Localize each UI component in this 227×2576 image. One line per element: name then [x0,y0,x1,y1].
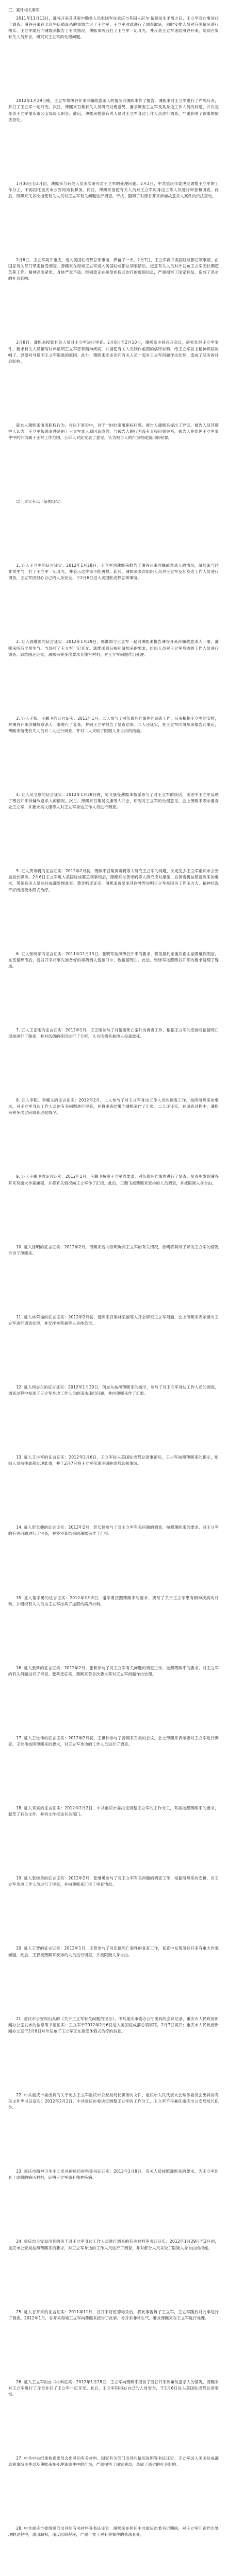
paragraph: 2012年1月29日晚，王立军将薄谷开来涉嫌故意杀人的情况向薄熙来作了报告，薄熙来对王立军进行了严厉斥责，并打了王立军一记耳光。次日，薄熙来召集有关人员研究处理意见，要求调查王立军及其身边工作人员的问题，并决定免去王立军重庆市公安局局长职务。此后，薄熙来授意有关人员对王立军身边工作人员进行调查，严重影响了该案的依法查处。 [8,98,219,122]
paragraph: 17. 证人王世伟的证言证实：2012年2月初，王世伟参与了薄熙来召集的会议，会上薄熙来表示要对王立军进行调查，王世伟按照薄熙来的要求，对王立军身边的工作人员进行了调查。 [8,1735,219,1747]
paragraph: 11. 证人林荣福的证言证实：2012年2月初，薄熙来召集林荣福等人开会研究王立军问题，会上薄熙来表示要对王立军进行调查处理，并安排林荣福等人具体负责。 [8,1314,219,1326]
paragraph: 8. 证人李阳、李耀义的证言证实：2012年2月，二人参与了对王立军身边工作人员的调查工作，按照薄熙来的要求，对王立军身边工作人员的有关问题进行审查，并将审查结果向薄熙来作了汇报。二人还证实，在调查过程中，薄熙来曾多次过问调查进展情况。 [8,1098,219,1115]
paragraph-list [8,15,219,2576]
paragraph: 16. 证人张耕的证言证实：2012年2月，张耕参与了对王立军有关问题的调查工作，按照薄熙来的要求，对王立军的有关问题进行了审查。张耕还证实，薄熙来曾多次要求其对王立军问题作出处理。 [8,1665,219,1676]
paragraph: 20. 证人王智的证言证实：2012年1月，王智参与了对伍德死亡案件的复查工作，复查中发现薄谷开来有重大作案嫌疑。此后，王智被薄熙来安排的人员进行调查，并被限制人身自由。 [8,1946,219,1957]
paragraph: 5. 证人黄奇帆的证言证实：2012年2月初，薄熙来召集黄奇帆等人研究王立军的问题，决定免去王立军重庆市公安局局长职务。2月6日王立军进入美国驻成都总领事馆后，薄熙来与黄奇帆等人研究应对措施，后黄奇帆按照薄熙来的要求，带领有关人员前往成都处理此事。黄奇帆还证实，薄熙来曾要求其向外界说明王立军是因为工作压力大、精神状况不好而接受休假式治疗。 [8,869,219,892]
paragraph: 24. 重庆市公安局出具的关于对王立军身边工作人员进行调查的有关材料等书证证实：2012年1月29日至2月初，重庆市公安局按照薄熙来的要求，对王立军身边的工作人员进行了调查，并对部分人员采取了限制人身自由的措施。 [8,2239,219,2250]
paragraph: 2011年11月13日，薄谷开来及其家中勤务人员张晓军在重庆与英国人尼尔·伍德发生矛盾之后，王立军对此事进行了调查。薄谷开来在北京将伍德毒杀的事情告诉了王立军，王立军对此进行了调查取证，同时安排人员对有关情况进行核实。王立军随后向薄熙来报告了有关情况，薄熙来听后打了王立军一记耳光，并斥责王立军诬陷薄谷开来，随即召集有关人员开会，研究对王立军的处理问题。 [8,16,219,40]
paragraph: 12. 证人何志东的证言证实：2012年1月29日，何志东按照薄熙来的指示，参与了对王立军身边工作人员的调查，调查过程中发现了王立军身边工作人员的违法违纪问题，并向薄熙来作了汇报。 [8,1384,219,1396]
paragraph: 10. 证人徐明的证言证实：2012年2月，薄熙来曾向徐明询问王立军的有关情况，徐明将其所了解的王立军的情况告诉了薄熙来。 [8,1244,219,1256]
paragraph: 2月8日，薄熙来授意有关人员对王立军进行审查。2月8日至2月10日，薄熙来主持召开会议，研究处理王立军事件，要求有关人员撰写材料证明王立军患有精神疾病，并指使有关人员制作虚假的病历材料，给王立军扣上精神疾病的帽子，以便对外说明王立军叛逃的原因。此外，薄熙来还多次同有关人员一起对王立军问题作出处理，造成了恶劣的社会影响。 [8,340,219,364]
paragraph: 6. 证人张晓军的证言证实：2011年11月13日，张晓军按照薄谷开来的要求，将伍德约至重庆南山丽景度假酒店，在伍德醉酒后，薄谷开来将事先准备好的毒药倒入伍德口中，致伍德死亡。此后，张晓军按照薄谷开来的要求清理了现场。 [8,951,219,969]
paragraph: 21. 重庆市公安局出具的《关于王立军有关问题的报告》、中共重庆市委办公厅出具的会议记录、重庆市人民政府新闻办公室发布的信息等书证证实：王立军于2012年2月6日进入美国驻成都总领事馆，2月7日离开；重庆市人民政府新闻办公室于2月8日对外发布了王立军正在接受休假式治疗的信息。 [8,2016,219,2033]
paragraph: 7. 证人王正刚的证言证实：2012年1月，王正刚参与了对伍德死亡案件的调查工作，根据王立军的安排对伍德死亡现场进行了勘查，并对伍德的死因进行了分析，认为伍德系被他人投毒致死。 [8,1027,219,1039]
paragraph: 14. 证人彭长健的证言证实：2012年2月，彭长健参与了对王立军有关问题的调查，按照薄熙来的要求，对王立军的有关问题进行了审查，并将审查结果向薄熙来作了汇报。 [8,1525,219,1536]
paragraph: 就本人薄熙来滥用职权行为，在以下事实中，对于一时的滥用职权问题，被告人薄熙来提出了异议。被告人及其辩护人认为，王立军叛逃事件是由于王立军本人原因造成的，与被告人的行为没有直接因果关系，被告人在处理王立军事件中的行为属于正常工作范围。公诉人对此发表了意见，认为被告人的行为构成滥用职权罪。 [8,422,219,440]
paragraph: 2. 证人郭维国的证言证实：2012年1月29日，郭维国与王立军一起向薄熙来报告薄谷开来涉嫌故意杀人一事，薄熙来听后非常生气，当场打了王立军一记耳光。郭维国随后按照薄熙来的要求，组织人员对王立军身边的工作人员进行调查。郭维国还证实，薄熙来曾多次要求其撰写材料，对王立军问题作出处理。 [8,639,219,657]
paragraph: 1月30日至2月初，薄熙来与有关人员多次研究对王立军的处理问题。2月2日，中共重庆市委决定调整王立军的工作分工，不再担任重庆市公安局局长职务。同日，薄熙来指使有关人员对王立军的身边工作人员进行审查和调查。此后，薄熙来又多次指使有关人员对王立军有关问题进行调查，干扰、阻碍了对薄谷开来涉嫌故意杀人案件的依法查处。 [8,181,219,198]
paragraph: 13. 证人王小军的证言证实：2012年2月6日，王立军进入美国驻成都总领事馆后，王小军按照薄熙来的指示，组织人员前往成都处理此事，并于2月7日将王立军带离美国驻成都总领事馆。 [8,1455,219,1466]
paragraph: 25. 证人谷开来的证言证实：2011年11月，谷开来将伍德毒杀后，将此事告诉了王立军，王立军随后对此事进行了调查。2012年1月，谷开来得知王立军向薄熙来报告了此事，谷开来非常生气，要求薄熙来对王立军进行处理。 [8,2309,219,2320]
paragraph: 18. 证人邓斌的证言证实：2012年2月2日，中共重庆市委决定调整王立军的工作分工，邓斌按照薄熙来的要求，起草了有关文件，并将文件报送有关部门。 [8,1806,219,1817]
paragraph: 23. 重庆市精神卫生中心出具的病历材料等书证证实：2012年2月8日，有关人员按照薄熙来的要求，为王立军出具了虚假的病历材料，证明王立军患有精神疾病。 [8,2169,219,2180]
paragraph: 2月6日，王立军离开重庆，进入美国驻成都总领事馆，滞留了一天。2月7日，王立军离开美国驻成都总领事馆，由国家有关部门带走接受调查。薄熙来在得知王立军进入美国驻成都总领事馆后，授意有关人员对外发布王立军因长期超负荷工作、精神高度紧张、身体严重不适，经同意正在接受休假式治疗的虚假信息，严重损害了国家利益，造成了恶劣的社会影响。 [8,258,219,281]
paragraph: 4. 证人吴文康的证言证实：2012年1月28日晚，吴文康受薄熙来指派参与了对王立军的谈话，谈话中王立军反映了薄谷开来涉嫌故意杀人的情况。次日，薄熙来召集吴文康等人开会，研究对王立军的处理意见，会上薄熙来表示要查处王立军，并要求吴文康等人对王立军身边工作人员进行调查。 [8,792,219,810]
paragraph: 9. 证人王鹏飞的证言证实：2012年1月，王鹏飞按照王立军的要求，对伍德死亡案件进行了复查，复查中发现薄谷开来有重大作案嫌疑，并将有关情况向王立军作了汇报。此后，王鹏飞被薄熙来安排的人员调查，并被限制人身自由。 [8,1174,219,1185]
paragraph: 以上事实有以下证据证实： [16,499,64,504]
paragraph: 27. 中共中央纪律检查委员会出具的有关材料、国家有关部门出具的情况说明等书证证实：王立军进入美国驻成都总领事馆事件以及薄熙来在处理该事件中的行为，严重损害了国家利益，造成了恶劣的社会影响。 [8,2456,219,2467]
paragraph: 1. 证人王立军的证言证实：2012年1月28日，王立军向薄熙来报告了薄谷开来涉嫌故意杀人的情况，薄熙来当时非常生气，打了王立军一记耳光，并表示这件事不能再提。此后，薄熙来多次组织人员对王立军及其身边工作人员进行调查，王立军因担心自己的人身安全，于2月6日进入美国驻成都总领事馆。 [8,563,219,581]
paragraph: 19. 证人张继勇的证言证实：2012年2月，张继勇参与了对王立军有关问题的调查工作，根据薄熙来的安排，对王立军身边工作人员进行了审查，并向薄熙来汇报了审查情况。 [8,1876,219,1887]
section-heading: 三、案件相关事实 [8,8,40,12]
paragraph: 22. 中共重庆市委出具的关于免去王立军重庆市公安局局长职务的文件、重庆市人民代表大会常务委员会出具的有关文件等书证证实：2012年2月2日，中共重庆市委决定调整王立军的工作分工，王立军不再兼任重庆市公安局局长职务。 [8,2092,219,2110]
paragraph: 28. 中共重庆市委组织部出具的有关材料等书证证实：薄熙来在担任中共重庆市委书记期间，对王立军问题作出处理的过程中，滥用职权，违反组织程序，严重干扰了对有关案件的依法查处。 [8,2526,219,2537]
paragraph: 3. 证人王智、王鹏飞的证言证实：2012年1月，二人参与了对伍德死亡案件的调查工作，后来根据王立军的安排，对薄谷开来涉嫌故意杀人一事进行了复查，并向王立军报告了复查结果。二人还证实，在王立军向薄熙来报告此事后，薄熙来指使有关人员对二人进行调查，并对二人采取了限制人身自由的措施。 [8,716,219,733]
paragraph: 26. 证人王立军的自书材料证实：2012年1月28日，王立军向薄熙来报告了薄谷开来涉嫌故意杀人的情况，薄熙来对王立军进行了斥责并打了王立军一记耳光。此后，王立军因担心自己的人身安全，于2月6日进入美国驻成都总领事馆。 [8,2379,219,2397]
paragraph: 15. 证人谢学勇的证言证实：2012年2月8日，谢学勇按照薄熙来的要求，撰写了关于王立军患有精神疾病的材料，并组织有关人员为王立军出具了虚假的病历材料。 [8,1595,219,1606]
